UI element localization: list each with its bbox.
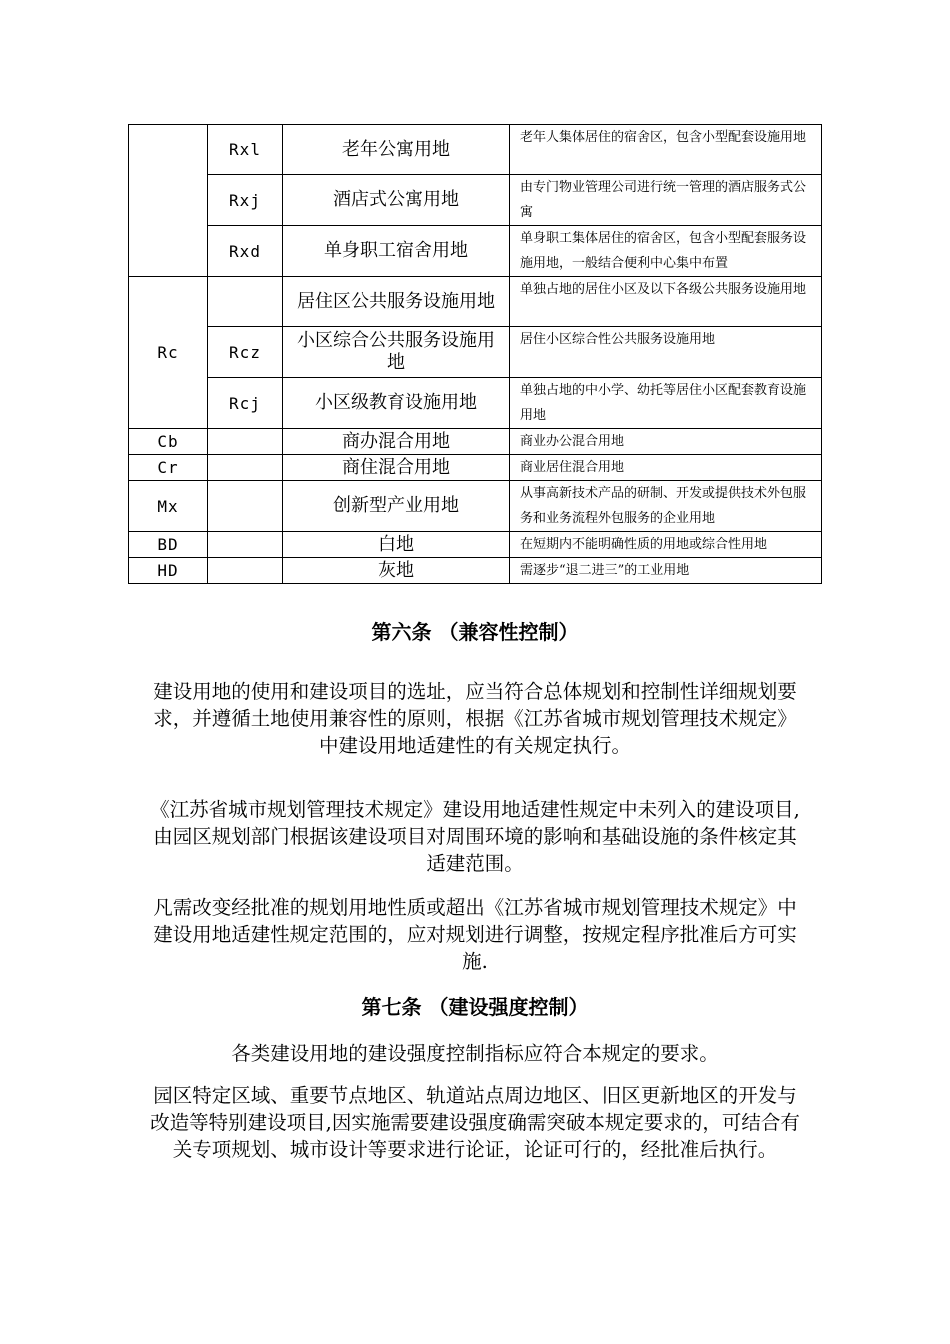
table-row xyxy=(129,277,822,327)
article-7-paragraph-1: 各类建设用地的建设强度控制指标应符合本规定的要求。 xyxy=(231,1042,719,1065)
table-row xyxy=(129,175,822,226)
table-row xyxy=(129,226,822,277)
name-cell: 单身职工宿舍用地 xyxy=(283,226,510,277)
desc-cell: 单独占地的中小学、幼托等居住小区配套教育设施用地 xyxy=(510,378,822,429)
land-use-table xyxy=(128,124,822,584)
desc-cell: 商业办公混合用地 xyxy=(510,429,822,455)
table-row xyxy=(129,327,822,378)
code-cell xyxy=(208,277,283,327)
desc-cell: 在短期内不能明确性质的用地或综合性用地 xyxy=(510,532,822,558)
group-cell: Cr xyxy=(129,455,208,481)
code-cell: Rxj xyxy=(208,175,283,226)
article-6-heading: 第六条 （兼容性控制） xyxy=(371,620,579,644)
desc-cell: 从事高新技术产品的研制、开发或提供技术外包服务和业务流程外包服务的企业用地 xyxy=(510,481,822,532)
name-cell: 小区综合公共服务设施用地 xyxy=(283,327,510,378)
group-cell: Mx xyxy=(129,481,208,532)
code-cell: Rcj xyxy=(208,378,283,429)
desc-cell: 商业居住混合用地 xyxy=(510,455,822,481)
name-cell: 商办混合用地 xyxy=(283,429,510,455)
code-cell xyxy=(208,532,283,558)
desc-cell: 需逐步“退二进三”的工业用地 xyxy=(510,558,822,584)
name-cell: 小区级教育设施用地 xyxy=(283,378,510,429)
table-row xyxy=(129,455,822,481)
desc-cell: 居住小区综合性公共服务设施用地 xyxy=(510,327,822,378)
name-cell: 灰地 xyxy=(283,558,510,584)
desc-cell: 老年人集体居住的宿舍区，包含小型配套设施用地 xyxy=(510,125,822,175)
name-cell: 老年公寓用地 xyxy=(283,125,510,175)
code-cell: Rxd xyxy=(208,226,283,277)
article-6-paragraph-3: 凡需改变经批准的规划用地性质或超出《江苏省城市规划管理技术规定》中建设用地适建性规定范围的，应对规划进行调整，按规定程序批准后方可实施. xyxy=(153,896,797,973)
desc-cell: 由专门物业管理公司进行统一管理的酒店服务式公寓 xyxy=(510,175,822,226)
table-row xyxy=(129,558,822,584)
group-cell: HD xyxy=(129,558,208,584)
desc-cell: 单独占地的居住小区及以下各级公共服务设施用地 xyxy=(510,277,822,327)
name-cell: 创新型产业用地 xyxy=(283,481,510,532)
table-row xyxy=(129,125,822,175)
group-cell xyxy=(129,125,208,277)
group-cell: BD xyxy=(129,532,208,558)
name-cell: 居住区公共服务设施用地 xyxy=(283,277,510,327)
article-7-heading: 第七条 （建设强度控制） xyxy=(361,995,589,1019)
code-cell: Rcz xyxy=(208,327,283,378)
group-cell: Rc xyxy=(129,277,208,429)
table-row xyxy=(129,378,822,429)
code-cell xyxy=(208,481,283,532)
article-6-paragraph-1: 建设用地的使用和建设项目的选址，应当符合总体规划和控制性详细规划要求，并遵循土地使用兼容性的原则，根据《江苏省城市规划管理技术规定》中建设用地适建性的有关规定执行。 xyxy=(153,680,797,757)
table-row xyxy=(129,532,822,558)
table-row xyxy=(129,429,822,455)
article-7-paragraph-2: 园区特定区域、重要节点地区、轨道站点周边地区、旧区更新地区的开发与改造等特别建设项目,因实施需要建设强度确需突破本规定要求的，可结合有关专项规划、城市设计等要求进行论证，论证可行的，经批准后执行。 xyxy=(150,1084,800,1161)
code-cell xyxy=(208,455,283,481)
table-row xyxy=(129,481,822,532)
code-cell xyxy=(208,558,283,584)
code-cell: Rxl xyxy=(208,125,283,175)
name-cell: 商住混合用地 xyxy=(283,455,510,481)
code-cell xyxy=(208,429,283,455)
name-cell: 酒店式公寓用地 xyxy=(283,175,510,226)
desc-cell: 单身职工集体居住的宿舍区，包含小型配套服务设施用地，一般结合便利中心集中布置 xyxy=(510,226,822,277)
name-cell: 白地 xyxy=(283,532,510,558)
group-cell: Cb xyxy=(129,429,208,455)
article-6-paragraph-2: 《江苏省城市规划管理技术规定》建设用地适建性规定中未列入的建设项目,由园区规划部门根据该建设项目对周围环境的影响和基础设施的条件核定其适建范围。 xyxy=(150,798,800,875)
